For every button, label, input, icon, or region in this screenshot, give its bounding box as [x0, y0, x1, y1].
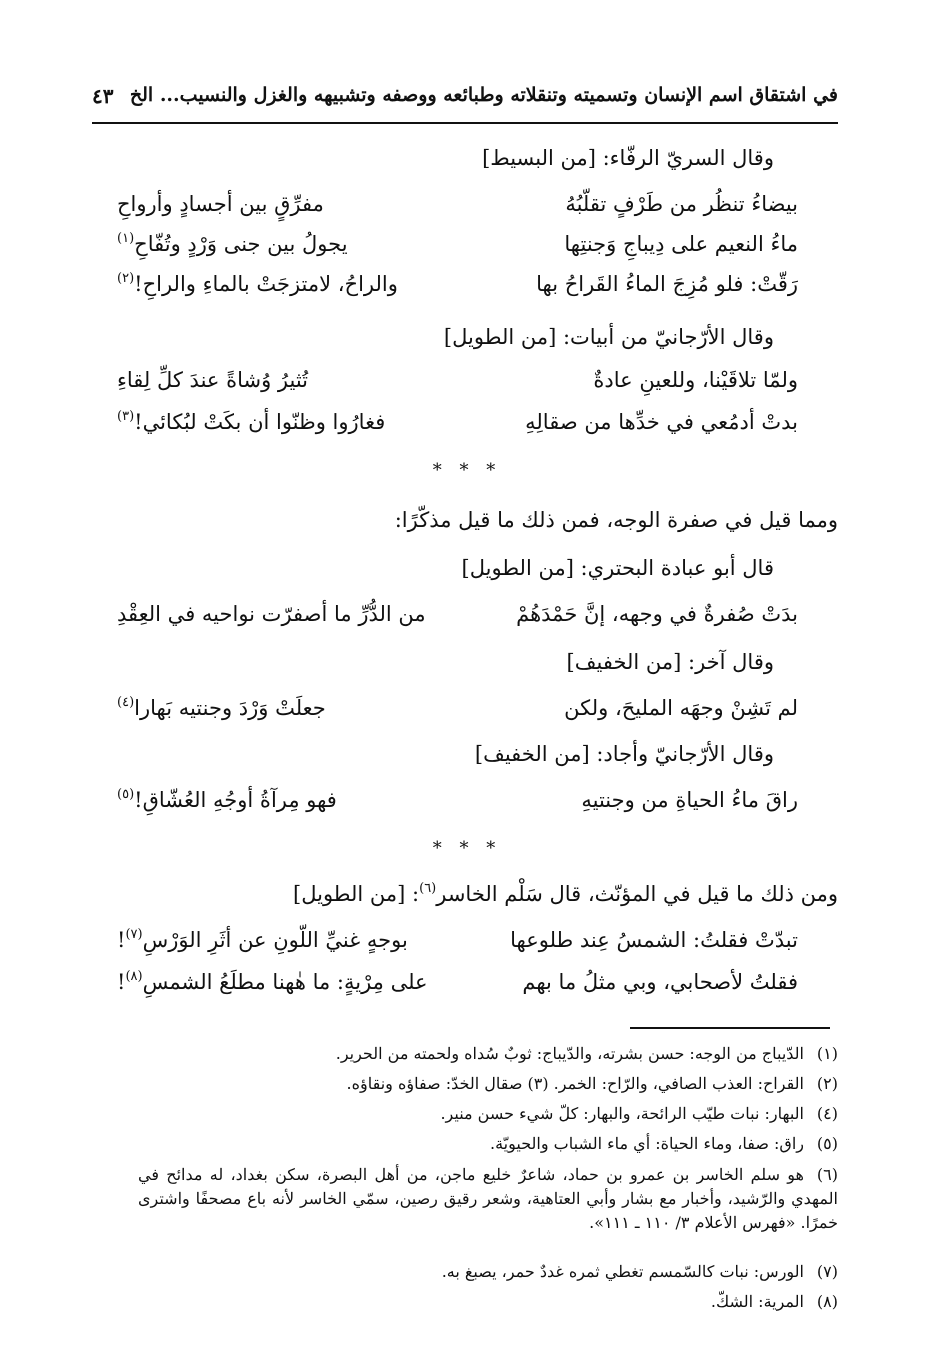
page-number: ٤٣ — [92, 84, 114, 108]
verse-line — [92, 410, 838, 444]
verse-hemistich: جعلَتْ وَرْدَ وجنتيه بَهارا$^{(٤)}$ — [117, 695, 326, 720]
intro-line: وقال الأرّجانيّ من أبيات: [من الطويل] — [443, 325, 774, 349]
footnote-marker: (٣) — [117, 409, 135, 424]
verse-hemistich: بدَتْ صُفرةٌ في وجهه، إنَّ حَمْدَهُمْ — [516, 602, 798, 626]
intro-line: وقال آخر: [من الخفيف] — [566, 650, 774, 674]
footnote-marker: (٨) — [125, 969, 143, 984]
verse-line — [92, 232, 838, 266]
verse-hemistich: بوجهٍ غنيِّ اللّونِ عن أثَرِ الوَرْسِ$^{(٧)}$! — [117, 927, 408, 952]
verse-hemistich: تبدّتْ فقلتُ: الشمسُ عِند طلوعها — [510, 928, 798, 952]
verse-hemistich: يجولُ بين جنى وَرْدٍ وتُفّاحِ$^{(١)}$ — [117, 231, 348, 256]
verse-line — [92, 788, 838, 822]
verse-hemistich: على مِرْيةٍ: ما هٰهنا مطلَعُ الشمسِ$^{(٨)}$! — [117, 969, 428, 994]
footnote-marker: (٥) — [117, 787, 135, 802]
footnote: (١)الدّيباج من الوجه: حسن بشرته، والدّيباج: ثوبٌ سُداه ولحمته من الحرير. — [335, 1044, 838, 1063]
intro-line: وقال الأرّجانيّ وأجاد: [من الخفيف] — [474, 742, 774, 766]
prose-line: ومما قيل في صفرة الوجه، فمن ذلك ما قيل مذكّرًا: — [394, 508, 838, 532]
intro-line: وقال السريّ الرفّاء: [من البسيط] — [482, 146, 774, 170]
footnote-marker: (١) — [117, 231, 135, 246]
verse-hemistich: لم تَشِنْ وجهَه المليحَ، ولكن — [564, 696, 798, 720]
verse-hemistich: راقَ ماءُ الحياةِ من وجنتيهِ — [581, 788, 798, 812]
footnote: (٥)راق: صفا، وماء الحياة: أي ماء الشباب والحيويّة. — [490, 1134, 838, 1153]
verse-hemistich: رَقّتْ: فلو مُزِجَ الماءُ القَراحُ بها — [536, 272, 798, 296]
page-header — [92, 84, 838, 124]
verse-line — [92, 272, 838, 306]
footnote: (٨)المرية: الشكّ. — [710, 1292, 838, 1311]
verse-hemistich: ماءُ النعيم على دِيباجِ وَجنتِها — [564, 232, 798, 256]
verse-hemistich: فقلتُ لأصحابي، وبي مثلُ ما بهم — [522, 970, 798, 994]
verse-line — [92, 368, 838, 402]
verse-hemistich: بيضاءُ تنظُر من طَرْفٍ تقلّبُهُ — [565, 192, 798, 216]
section-separator: * * * — [432, 838, 502, 859]
verse-line — [92, 970, 838, 1004]
footnote-marker: (٢) — [117, 271, 135, 286]
running-title: في اشتقاق اسم الإنسان وتسميته وتنقلاته وطبائعه ووصفه وتشبيهه والغزل والنسيب... الخ — [129, 84, 838, 106]
verse-hemistich: فهو مِرآةُ أوجُهِ العُشّاقِ!$^{(٥)}$ — [117, 787, 337, 812]
footnote: (٦)هو سلم الخاسر بن عمرو بن حماد، شاعرٌ خليع ماجن، من أهل البصرة، سكن بغداد، له مدائح في المهدي والرّشيد، وأخبار مع بشار وأبي العتاهية، وشعر رقيق رصين، سمّي الخاسر لأنه باع مصحفًا واشترى خمرًا. «فهرس الأعلام ٣/ ١١٠ ـ ١١١». — [138, 1165, 838, 1232]
section-separator: * * * — [432, 460, 502, 481]
footnote-marker: (٧) — [125, 927, 143, 942]
verse-hemistich: والراحُ، لامتزجَتْ بالماءِ والراحِ!$^{(٢)}$ — [117, 271, 398, 296]
verse-hemistich: مفرِّقٍ بين أجسادٍ وأرواحِ — [117, 192, 324, 216]
verse-hemistich: ولمّا تلاقَيْنا، وللعينِ عادةٌ — [593, 368, 798, 392]
verse-line — [92, 696, 838, 730]
footnote: (٧)الورس: نبات كالسّمسم تغطي ثمره غددٌ حمر، يصبغ به. — [441, 1262, 838, 1281]
verse-line — [92, 928, 838, 962]
footnote-separator — [630, 1027, 830, 1029]
footnote-marker: (٤) — [117, 695, 135, 710]
verse-hemistich: بدتْ أدمُعي في خدِّها من صقالِهِ — [525, 410, 798, 434]
verse-line — [92, 192, 838, 226]
footnote: (٢)القراح: العذب الصافي، والرّاح: الخمر. (٣) صقال الخدّ: صفاؤه ونقاؤه. — [346, 1074, 838, 1093]
footnote-marker: (٦) — [419, 881, 437, 896]
verse-hemistich: من الدُّرِّ ما أصفرّت نواحيه في العِقْدِ — [117, 602, 426, 626]
verse-line — [92, 602, 838, 636]
footnote: (٤)البهار: نبات طيّب الرائحة، والبهار: كلّ شيء حسن منير. — [440, 1104, 838, 1123]
verse-hemistich: تُثيرُ وُشاةً عندَ كلِّ لِقاءِ — [117, 368, 309, 392]
prose-line: ومن ذلك ما قيل في المؤنّث، قال سَلْم الخاسر$^{(٦)}$: [من الطويل] — [293, 881, 838, 906]
verse-hemistich: فغارُوا وظنّوا أن بكَتْ لبُكائي!$^{(٣)}$ — [117, 409, 386, 434]
intro-line: قال أبو عبادة البحتري: [من الطويل] — [461, 556, 774, 580]
